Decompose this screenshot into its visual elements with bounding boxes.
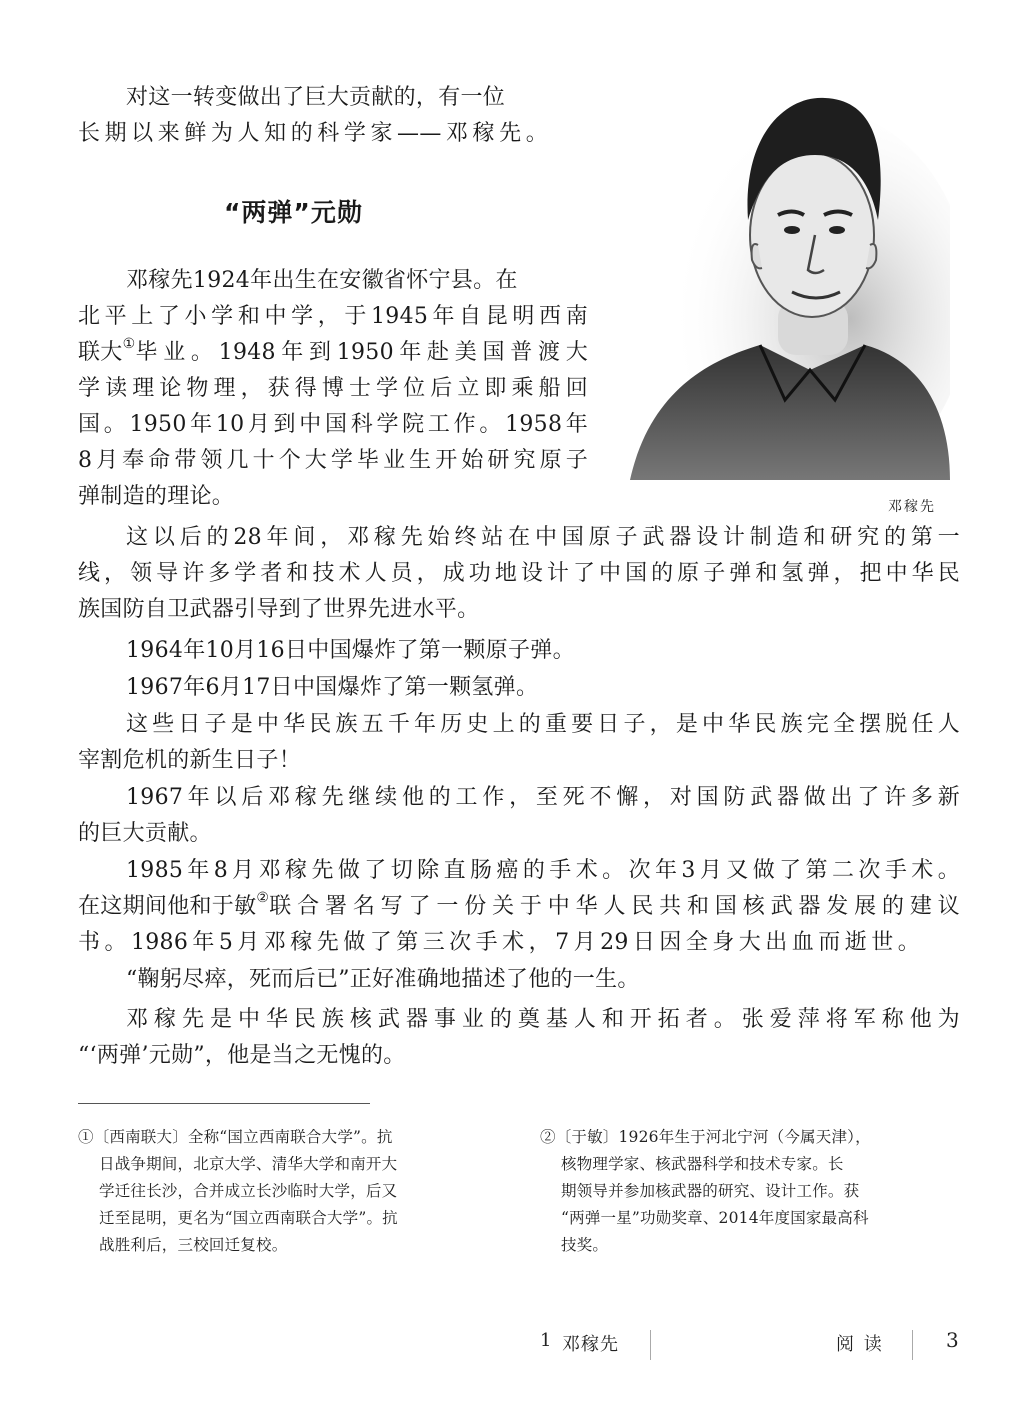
footer-section-label: 阅 读: [836, 1334, 884, 1355]
intro-line-2: 长期以来鲜为人知的科学家——邓稼先。: [78, 121, 548, 146]
section-title: “两弹”元勋: [224, 198, 363, 227]
narrow-line-7: 弹制造的理论。: [78, 484, 235, 509]
page-number: 3: [946, 1328, 959, 1352]
footnote-1-line-1: ①〔西南联大〕全称“国立西南联合大学”。抗: [78, 1128, 393, 1146]
narrow-line-3: [78, 335, 588, 371]
footnote-2-line-5: 技奖。: [561, 1236, 609, 1254]
portrait-face: [750, 153, 874, 317]
footnote-2-line-2: 核物理学家、核武器科学和技术专家。长: [561, 1155, 844, 1173]
body-p6-line-2: [78, 889, 960, 925]
footer-lesson-number: 1: [540, 1330, 552, 1351]
narrow-line-6: 8月奉命带领几十个大学毕业生开始研究原子: [78, 448, 588, 473]
footer-lesson-title: 邓稼先: [562, 1334, 619, 1355]
footnote-1-line-2: 日战争期间，北京大学、清华大学和南开大: [99, 1155, 398, 1173]
portrait-caption: 邓稼先: [888, 499, 936, 515]
footnote-ref-1[interactable]: ①: [122, 336, 136, 352]
footnote-1-line-3: 学迁往长沙，合并成立长沙临时大学，后又: [99, 1182, 398, 1200]
body-p6-line-1: 1985年8月邓稼先做了切除直肠癌的手术。次年3月又做了第二次手术。: [126, 858, 960, 883]
narrow-line-1: 邓稼先1924年出生在安徽省怀宁县。在: [126, 268, 518, 293]
footnote-divider: [78, 1103, 370, 1104]
body-p5-line-2: 的巨大贡献。: [78, 821, 212, 846]
footnote-2: [540, 1124, 970, 1259]
narrow-line-5: 国。1950年10月到中国科学院工作。1958年: [78, 412, 588, 437]
body-p1-line-3: 族国防自卫武器引导到了世界先进水平。: [78, 597, 480, 622]
footnote-1-line-4: 迁至昆明，更名为“国立西南联合大学”。抗: [99, 1209, 398, 1227]
portrait-image: [620, 70, 950, 480]
body-p6-line-2-end: 联合署名写了一份关于中华人民共和国核武器发展的建议: [269, 894, 960, 919]
body-p8-line-1: 邓稼先是中华民族核武器事业的奠基人和开拓者。张爱萍将军称他为: [126, 1007, 960, 1032]
narrow-line-4: 学读理论物理，获得博士学位后立即乘船回: [78, 376, 588, 401]
narrow-line-3-end: 毕业。1948年到1950年赴美国普渡大: [135, 340, 588, 365]
body-p5-line-1: 1967年以后邓稼先继续他的工作，至死不懈，对国防武器做出了许多新: [126, 785, 960, 810]
portrait-right-eye: [829, 226, 845, 234]
narrow-line-2: 北平上了小学和中学，于1945年自昆明西南: [78, 304, 588, 329]
body-p2: 1964年10月16日中国爆炸了第一颗原子弹。: [126, 638, 575, 663]
footnote-2-line-3: 期领导并参加核武器的研究、设计工作。获: [561, 1182, 860, 1200]
portrait-coat: [630, 345, 950, 480]
body-p3: 1967年6月17日中国爆炸了第一颗氢弹。: [126, 675, 539, 700]
body-p4-line-2: 宰割危机的新生日子！: [78, 748, 302, 773]
footnote-2-line-1: ②〔于敏〕1926年生于河北宁河（今属天津），: [540, 1128, 871, 1146]
body-p1-line-1: 这以后的28年间，邓稼先始终站在中国原子武器设计制造和研究的第一: [126, 525, 960, 550]
portrait-left-eye: [784, 226, 800, 234]
body-p8-line-2: “‘两弹’元勋”，他是当之无愧的。: [78, 1043, 406, 1068]
body-p6-line-2-start: 在这期间他和于敏: [78, 894, 257, 919]
footnote-2-line-4: “两弹一星”功勋奖章、2014年度国家最高科: [561, 1209, 869, 1227]
body-p4-line-1: 这些日子是中华民族五千年历史上的重要日子，是中华民族完全摆脱任人: [126, 712, 960, 737]
body-p1-line-2: 线，领导许多学者和技术人员，成功地设计了中国的原子弹和氢弹，把中华民: [78, 561, 960, 586]
body-p7: “鞠躬尽瘁，死而后已”正好准确地描述了他的一生。: [126, 967, 640, 992]
body-p6-line-3: 书。1986年5月邓稼先做了第三次手术，7月29日因全身大出血而逝世。: [78, 930, 920, 955]
footnote-1-line-5: 战胜利后，三校回迁复校。: [99, 1236, 288, 1254]
footnote-ref-2[interactable]: ②: [256, 890, 270, 906]
intro-line-1: 对这一转变做出了巨大贡献的，有一位: [126, 85, 506, 110]
footer-separator-2: [912, 1330, 913, 1360]
footnote-1: [78, 1124, 498, 1259]
footer-separator-1: [650, 1330, 651, 1360]
narrow-line-3-start: 联大: [78, 340, 123, 365]
